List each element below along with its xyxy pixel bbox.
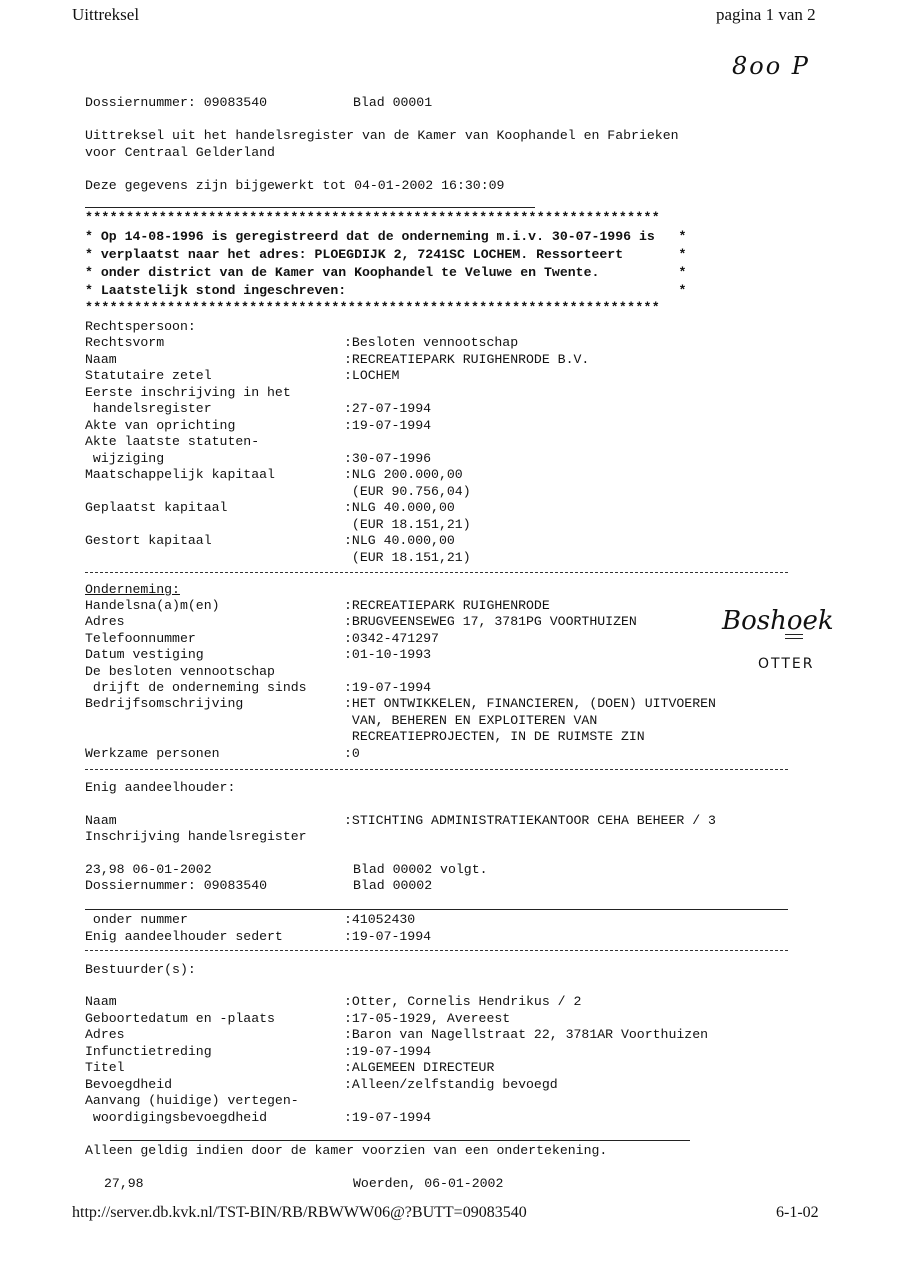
onderneming-row-value: VAN, BEHEREN EN EXPLOITEREN VAN <box>344 712 598 728</box>
rechtspersoon-row-value: :NLG 40.000,00 <box>344 500 455 515</box>
divider <box>85 207 535 208</box>
print-footer-url: http://server.db.kvk.nl/TST-BIN/RB/RBWWW06@?BUTT=09083540 <box>72 1204 527 1221</box>
divider <box>85 572 788 573</box>
onderneming-row-value: :01-10-1993 <box>344 647 432 663</box>
bestuurder-row-value: :ALGEMEEN DIRECTEUR <box>344 1060 495 1075</box>
rechtspersoon-row-value: :RECREATIEPARK RUIGHENRODE B.V. <box>344 351 590 367</box>
print-header-title: Uittreksel <box>72 5 140 24</box>
divider <box>85 950 788 951</box>
onderneming-row-label: Bedrijfsomschrijving <box>85 696 244 712</box>
onderneming-row-label: drijft de onderneming sinds <box>85 680 307 695</box>
handwritten-underline-2 <box>785 638 803 639</box>
onderneming-row-label: De besloten vennootschap <box>85 663 275 679</box>
bestuurder-row-value: :19-07-1994 <box>344 1109 432 1125</box>
bestuurder-row-label: Bevoegdheid <box>85 1076 173 1092</box>
divider <box>110 1140 690 1141</box>
rechtspersoon-row-value: :Besloten vennootschap <box>344 335 519 350</box>
rechtspersoon-row-value: (EUR 90.756,04) <box>344 483 471 499</box>
rechtspersoon-row-value: (EUR 18.151,21) <box>344 516 471 532</box>
aandeelhouder-vervolg-row-label: Enig aandeelhouder sedert <box>85 928 283 944</box>
rechtspersoon-row-label: handelsregister <box>85 401 212 416</box>
rechtspersoon-row-value: :19-07-1994 <box>344 417 432 433</box>
onderneming-row-label: Handelsna(a)m(en) <box>85 598 220 613</box>
onderneming-row-value: :RECREATIEPARK RUIGHENRODE <box>344 598 550 613</box>
bestuurder-row-label: Naam <box>85 994 117 1009</box>
rechtspersoon-row-value: :30-07-1996 <box>344 450 432 466</box>
page-break-dossier: Dossiernummer: 09083540 <box>85 878 268 893</box>
rechtspersoon-heading: Rechtspersoon: <box>85 319 196 334</box>
rechtspersoon-row-value: :NLG 40.000,00 <box>344 533 455 548</box>
rechtspersoon-row-label: Akte laatste statuten- <box>85 434 260 449</box>
bestuurder-row-value: :Otter, Cornelis Hendrikus / 2 <box>344 994 582 1009</box>
aandeelhouder-vervolg-row-label: onder nummer <box>85 912 188 927</box>
rechtspersoon-row-value: :LOCHEM <box>344 368 400 383</box>
bestuurder-row-value: :Alleen/zelfstandig bevoegd <box>344 1076 558 1092</box>
bestuurder-row-value: :17-05-1929, Avereest <box>344 1010 511 1026</box>
onderneming-row-value: :HET ONTWIKKELEN, FINANCIEREN, (DOEN) UITVOEREN <box>344 696 716 712</box>
aandeelhouder-vervolg-row-value: :41052430 <box>344 912 416 927</box>
footer-place-date: Woerden, 06-01-2002 <box>353 1176 504 1191</box>
onderneming-row-label: Werkzame personen <box>85 745 220 761</box>
onderneming-row-label: Telefoonnummer <box>85 630 196 646</box>
footer-amount: 27,98 <box>104 1176 144 1191</box>
print-header-page: pagina 1 van 2 <box>716 5 816 24</box>
geldig-note: Alleen geldig indien door de kamer voorzien van een ondertekening. <box>85 1143 608 1158</box>
aandeelhouder-naam-label: Naam <box>85 813 117 828</box>
handwritten-note-top: 8oo P <box>732 52 810 80</box>
page-break-amount-date: 23,98 06-01-2002 <box>85 862 212 877</box>
notice-line-4: * Laatstelijk stond ingeschreven: * <box>85 283 687 298</box>
divider <box>85 909 788 910</box>
page-break-blad: Blad 00002 <box>353 878 433 893</box>
rechtspersoon-row-label: Geplaatst kapitaal <box>85 500 228 515</box>
onderneming-heading: Onderneming: <box>85 582 180 597</box>
onderneming-row-value: :BRUGVEENSEWEG 17, 3781PG VOORTHUIZEN <box>344 614 637 630</box>
aandeelhouder-naam-value: :STICHTING ADMINISTRATIEKANTOOR CEHA BEHEER / 3 <box>344 813 716 828</box>
print-footer-date: 6-1-02 <box>776 1204 819 1221</box>
bestuurder-row-value: :19-07-1994 <box>344 1043 432 1059</box>
bestuurders-heading: Bestuurder(s): <box>85 962 196 977</box>
rechtspersoon-row-label: Eerste inschrijving in het <box>85 384 291 400</box>
notice-line-2: * verplaatst naar het adres: PLOEGDIJK 2, 7241SC LOCHEM. Ressorteert * <box>85 247 687 262</box>
onderneming-row-value: :19-07-1994 <box>344 680 432 695</box>
rechtspersoon-row-label: Rechtsvorm <box>85 335 165 350</box>
onderneming-row-label: Adres <box>85 614 125 630</box>
notice-stars-top: ********************************************************************** <box>85 210 660 225</box>
bestuurder-row-label: Titel <box>85 1060 125 1075</box>
page-break-blad-volgt: Blad 00002 volgt. <box>353 862 488 877</box>
onderneming-row-value: RECREATIEPROJECTEN, IN DE RUIMSTE ZIN <box>344 729 645 745</box>
bestuurder-row-label: Aanvang (huidige) vertegen- <box>85 1093 299 1108</box>
blad-number: Blad 00001 <box>353 95 433 110</box>
handwritten-note-otter: OTTER <box>758 656 815 672</box>
notice-line-3: * onder district van de Kamer van Koophandel te Veluwe en Twente. * <box>85 265 687 280</box>
onderneming-row-value: :0342-471297 <box>344 630 439 646</box>
dossier-number: Dossiernummer: 09083540 <box>85 95 268 110</box>
notice-stars-bottom: ********************************************************************** <box>85 300 660 315</box>
onderneming-row-label: Datum vestiging <box>85 647 204 663</box>
bestuurder-row-label: Adres <box>85 1027 125 1042</box>
bestuurder-row-label: Geboortedatum en -plaats <box>85 1010 275 1026</box>
intro-line-1: Uittreksel uit het handelsregister van de Kamer van Koophandel en Fabrieken <box>85 128 679 143</box>
rechtspersoon-row-label: Naam <box>85 351 117 367</box>
rechtspersoon-row-label: Statutaire zetel <box>85 368 212 383</box>
updated-line: Deze gegevens zijn bijgewerkt tot 04-01-2002 16:30:09 <box>85 178 505 193</box>
handwritten-note-boshoek: Boshoek <box>722 606 834 636</box>
rechtspersoon-row-label: Akte van oprichting <box>85 417 236 433</box>
rechtspersoon-row-label: Gestort kapitaal <box>85 533 212 548</box>
rechtspersoon-row-value: :27-07-1994 <box>344 401 432 416</box>
notice-line-1: * Op 14-08-1996 is geregistreerd dat de onderneming m.i.v. 30-07-1996 is * <box>85 229 687 244</box>
rechtspersoon-row-value: :NLG 200.000,00 <box>344 467 463 482</box>
rechtspersoon-row-label: Maatschappelijk kapitaal <box>85 467 275 482</box>
rechtspersoon-row-value: (EUR 18.151,21) <box>344 549 471 565</box>
intro-line-2: voor Centraal Gelderland <box>85 145 275 160</box>
bestuurder-row-value: :Baron van Nagellstraat 22, 3781AR Voorthuizen <box>344 1027 709 1042</box>
onderneming-row-value: :0 <box>344 745 360 761</box>
aandeelhouder-vervolg-row-value: :19-07-1994 <box>344 928 432 944</box>
divider <box>85 769 788 770</box>
handwritten-underline <box>785 634 803 635</box>
bestuurder-row-label: woordigingsbevoegdheid <box>85 1109 268 1125</box>
bestuurder-row-label: Infunctietreding <box>85 1043 212 1059</box>
aandeelhouder-inschrijving: Inschrijving handelsregister <box>85 829 307 844</box>
rechtspersoon-row-label: wijziging <box>85 450 165 466</box>
aandeelhouder-heading: Enig aandeelhouder: <box>85 780 236 795</box>
